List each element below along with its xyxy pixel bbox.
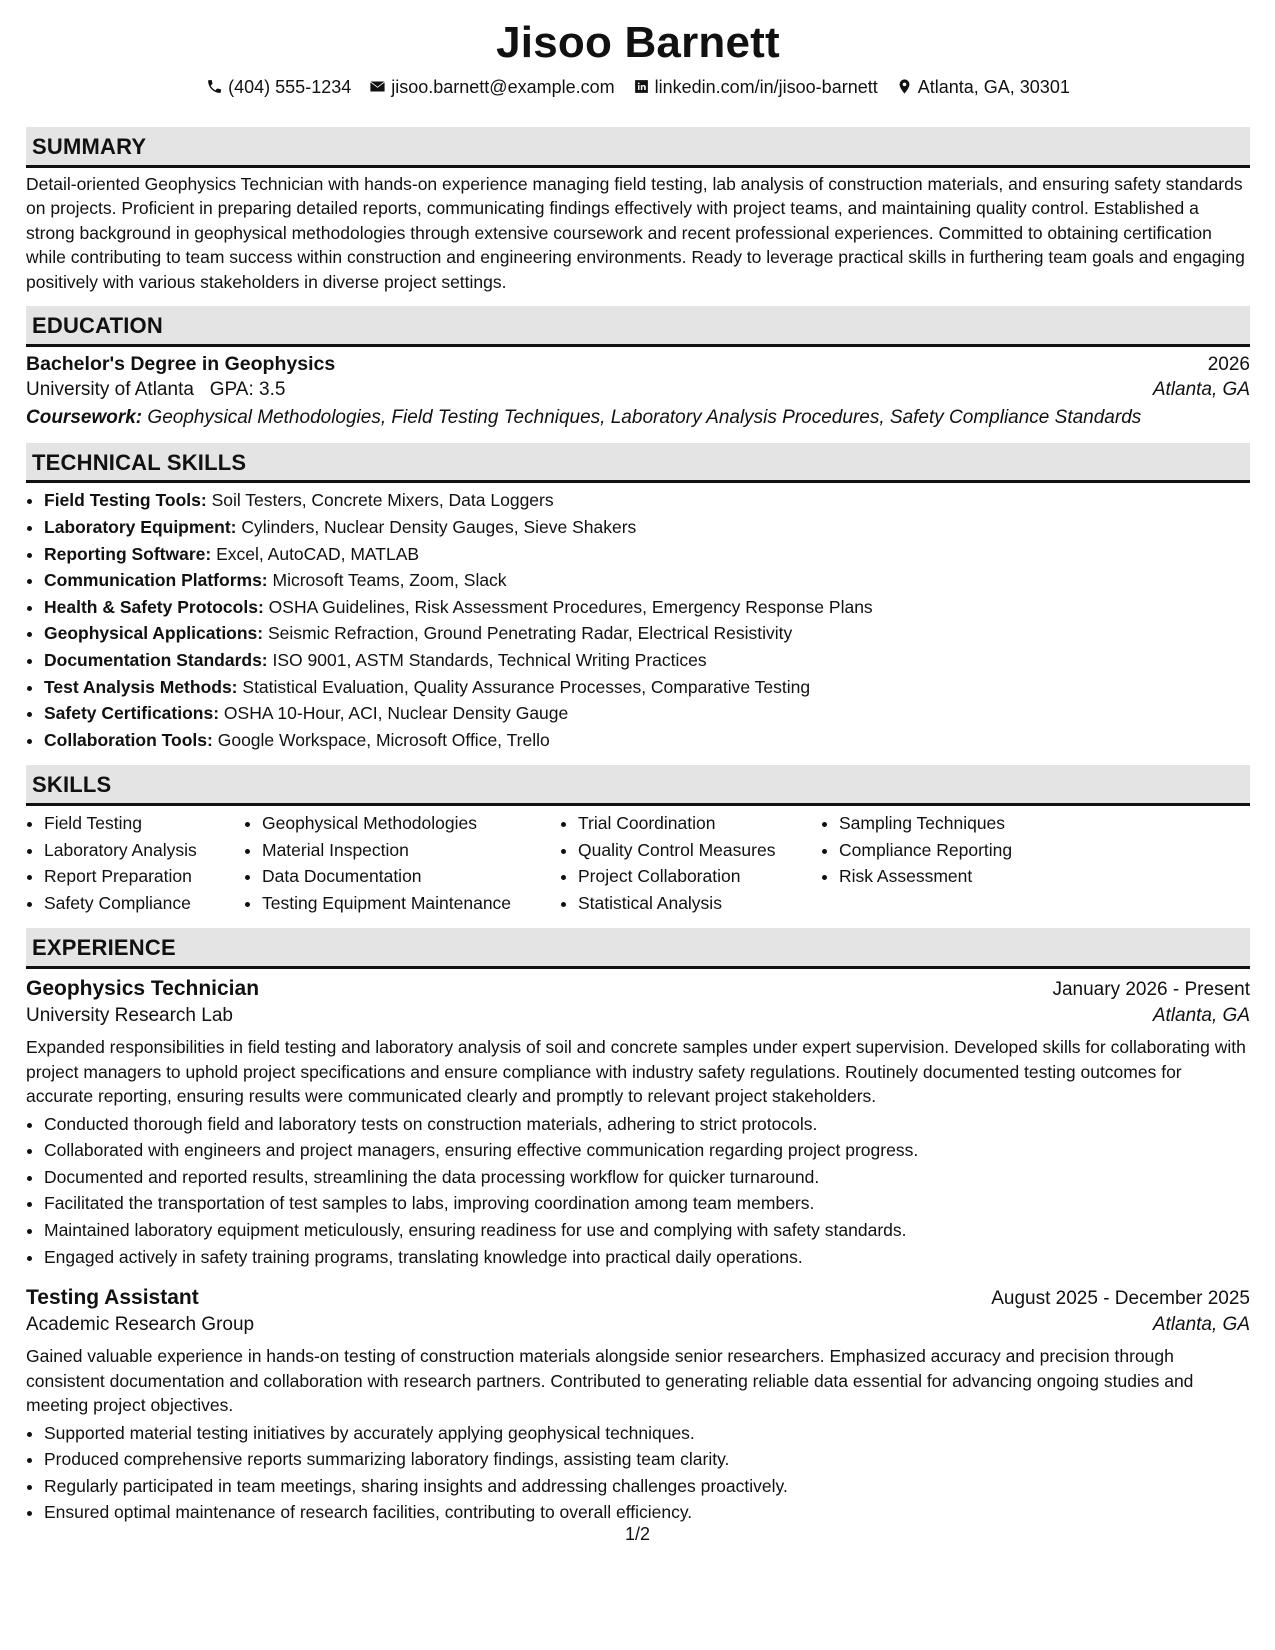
location-text: Atlanta, GA, 30301 [917, 76, 1070, 97]
list-item: • Ensured optimal maintenance of research facilities, contributing to overall efficiency. [44, 1499, 1250, 1526]
job-location: Atlanta, GA [1152, 1314, 1250, 1336]
list-item: • Collaborated with engineers and project managers, ensuring effective communication regarding project progress. [44, 1137, 1250, 1164]
list-item: • Conducted thorough field and laboratory tests on construction materials, adhering to strict protocols. [44, 1111, 1250, 1138]
contact-location [896, 75, 1070, 99]
job-entry [26, 1284, 1250, 1526]
linkedin-link[interactable]: linkedin.com/in/jisoo-barnett [654, 76, 878, 97]
job-bullets [26, 1111, 1250, 1271]
degree-row [26, 351, 1250, 378]
skill-values: Microsoft Teams, Zoom, Slack [272, 570, 507, 591]
list-item: • Data Documentation [262, 863, 560, 890]
skill-values: Soil Testers, Concrete Mixers, Data Loggers [211, 490, 554, 511]
job-dates: January 2026 - Present [1052, 979, 1250, 1001]
phone-icon [206, 78, 223, 95]
list-item [44, 700, 1250, 727]
list-item [44, 514, 1250, 541]
list-item [44, 487, 1250, 514]
list-item [44, 541, 1250, 568]
list-item: • Maintained laboratory equipment meticulously, ensuring readiness for use and complying with safety standards. [44, 1217, 1250, 1244]
list-item: • Produced comprehensive reports summarizing laboratory findings, assisting team clarity. [44, 1446, 1250, 1473]
contact-bar [26, 75, 1250, 99]
list-item [44, 594, 1250, 621]
education-section [26, 306, 1250, 431]
skill-values: Statistical Evaluation, Quality Assurance Processes, Comparative Testing [242, 676, 811, 697]
contact-phone [206, 75, 351, 99]
skills-section [26, 765, 1250, 916]
list-item: • Trial Coordination [578, 810, 821, 837]
job-title-row [26, 1284, 1250, 1312]
resume-page [26, 18, 1250, 1526]
list-item: • Documented and reported results, streamlining the data processing workflow for quicker turnaround. [44, 1164, 1250, 1191]
job-dates: August 2025 - December 2025 [991, 1288, 1250, 1310]
skill-values: Google Workspace, Microsoft Office, Trello [217, 729, 550, 750]
skills-column [560, 810, 821, 916]
page-number: 1/2 [624, 1524, 651, 1544]
job-location: Atlanta, GA [1152, 1005, 1250, 1027]
job-description: Expanded responsibilities in field testing and laboratory analysis of soil and concrete samples under expert supervision. Developed skills for collaborating with project managers to uphold project specifications and ensure compliance with industry safety regulations. Routinely documented testing outcomes for accurate reporting, ensuring results were communicated clearly and promptly to relevant project stakeholders. [26, 1037, 1246, 1107]
skill-values: Excel, AutoCAD, MATLAB [216, 543, 420, 564]
skills-column [244, 810, 560, 916]
skill-category: Geophysical Applications: [44, 623, 264, 644]
job-description: Gained valuable experience in hands-on testing of construction materials alongside senior researchers. Emphasized accuracy and precision through consistent documentation and collaboration with research partners. Contributed to generating reliable data essential for advancing ongoing studies and meeting project objectives. [26, 1346, 1194, 1416]
candidate-name: Jisoo Barnett [496, 18, 780, 67]
job-org-row [26, 1312, 1250, 1338]
skill-values: Seismic Refraction, Ground Penetrating Radar, Electrical Resistivity [268, 623, 793, 644]
skill-category: Collaboration Tools: [44, 729, 213, 750]
skill-category: Health & Safety Protocols: [44, 596, 264, 617]
section-heading: EDUCATION [26, 306, 1250, 347]
list-item: • Material Inspection [262, 837, 560, 864]
phone-text: (404) 555-1234 [228, 76, 352, 97]
gpa: GPA: 3.5 [209, 379, 286, 401]
skill-category: Laboratory Equipment: [44, 516, 237, 537]
skill-category: Safety Certifications: [44, 703, 220, 724]
degree-title: Bachelor's Degree in Geophysics [26, 352, 336, 375]
list-item: • Statistical Analysis [578, 890, 821, 917]
skill-category: Test Analysis Methods: [44, 676, 238, 697]
school-location: Atlanta, GA [1152, 379, 1250, 401]
skills-column [26, 810, 244, 916]
skill-category: Field Testing Tools: [44, 490, 207, 511]
contact-email[interactable] [369, 75, 614, 99]
skill-values: ISO 9001, ASTM Standards, Technical Writing Practices [272, 649, 707, 670]
job-org-row [26, 1003, 1250, 1029]
skill-values: OSHA Guidelines, Risk Assessment Procedures, Emergency Response Plans [268, 596, 873, 617]
summary-text: Detail-oriented Geophysics Technician with hands-on experience managing field testing, lab analysis of construction materials, and ensuring safety standards on projects. Proficient in preparing detailed reports, communicating findings effectively with project teams, and maintaining quality control. Established a strong background in geophysical methodologies through extensive coursework and recent professional experiences. Committed to obtaining certification while contributing to team success within construction and engineering environments. Ready to leverage practical skills in furthering team goals and engaging positively with various stakeholders in diverse project settings. [26, 173, 1245, 292]
technical-skills-list [26, 487, 1250, 753]
job-bullets [26, 1420, 1250, 1526]
job-title: Geophysics Technician [26, 977, 260, 1001]
map-pin-icon [896, 78, 913, 95]
job-title: Testing Assistant [26, 1286, 199, 1310]
list-item: • Engaged actively in safety training programs, translating knowledge into practical daily operations. [44, 1244, 1250, 1271]
list-item [44, 727, 1250, 754]
experience-section [26, 928, 1250, 1526]
summary-section [26, 127, 1250, 294]
skill-category: Reporting Software: [44, 543, 212, 564]
linkedin-icon [633, 78, 650, 95]
contact-linkedin[interactable] [633, 75, 878, 99]
list-item: • Facilitated the transportation of test samples to labs, improving coordination among team members. [44, 1190, 1250, 1217]
list-item: • Report Preparation [44, 863, 244, 890]
list-item [44, 567, 1250, 594]
job-title-row [26, 975, 1250, 1003]
list-item [44, 620, 1250, 647]
list-item: • Risk Assessment [839, 863, 1089, 890]
list-item: • Sampling Techniques [839, 810, 1089, 837]
section-heading: SKILLS [26, 765, 1250, 806]
job-entry [26, 975, 1250, 1270]
list-item: • Regularly participated in team meetings, sharing insights and addressing challenges proactively. [44, 1473, 1250, 1500]
list-item: • Field Testing [44, 810, 244, 837]
skill-values: Cylinders, Nuclear Density Gauges, Sieve Shakers [241, 516, 637, 537]
list-item: • Quality Control Measures [578, 837, 821, 864]
list-item: • Geophysical Methodologies [262, 810, 560, 837]
section-heading: TECHNICAL SKILLS [26, 443, 1250, 484]
list-item: • Laboratory Analysis [44, 837, 244, 864]
school-name: University of Atlanta [26, 379, 194, 401]
coursework [26, 405, 1250, 431]
list-item: • Supported material testing initiatives by accurately applying geophysical techniques. [44, 1420, 1250, 1447]
envelope-icon [369, 78, 386, 95]
skills-grid [26, 810, 1250, 916]
list-item: • Safety Compliance [44, 890, 244, 917]
email-link[interactable]: jisoo.barnett@example.com [391, 76, 615, 97]
list-item: • Testing Equipment Maintenance [262, 890, 560, 917]
section-heading: EXPERIENCE [26, 928, 1250, 969]
graduation-year: 2026 [1207, 353, 1250, 375]
job-organization: Academic Research Group [26, 1314, 255, 1336]
school-info [26, 377, 285, 403]
job-organization: University Research Lab [26, 1005, 233, 1027]
skill-category: Documentation Standards: [44, 649, 268, 670]
list-item [44, 674, 1250, 701]
list-item [44, 647, 1250, 674]
list-item: • Compliance Reporting [839, 837, 1089, 864]
school-row [26, 377, 1250, 403]
section-heading: SUMMARY [26, 127, 1250, 168]
technical-skills-section [26, 443, 1250, 754]
coursework-label: Coursework: [26, 407, 143, 429]
skill-category: Communication Platforms: [44, 570, 268, 591]
skills-column [821, 810, 1089, 916]
skill-values: OSHA 10-Hour, ACI, Nuclear Density Gauge [223, 703, 569, 724]
list-item: • Project Collaboration [578, 863, 821, 890]
coursework-list: Geophysical Methodologies, Field Testing Techniques, Laboratory Analysis Procedures, Safety Compliance Standards [147, 407, 1142, 429]
